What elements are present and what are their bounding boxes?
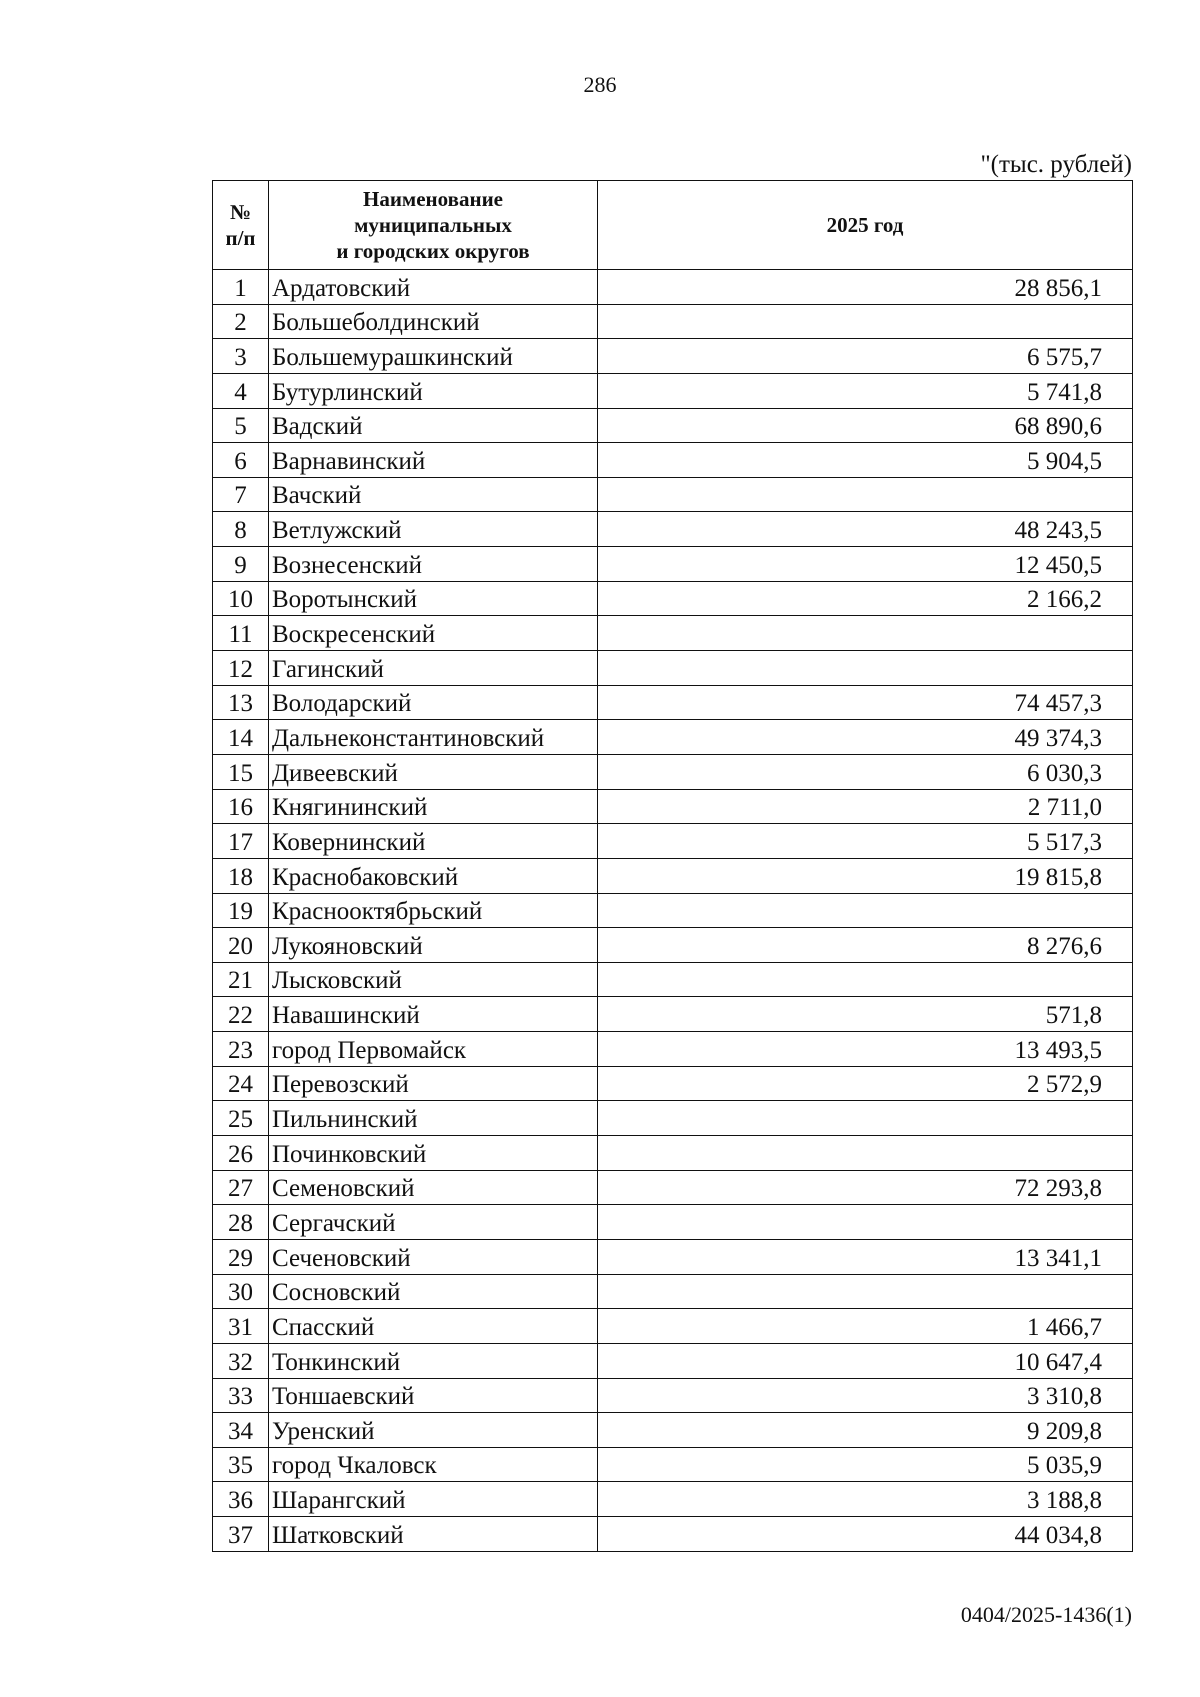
row-name: Навашинский [269, 997, 598, 1032]
table-row [213, 651, 1133, 686]
table-row [213, 1517, 1133, 1552]
header-year-label: 2025 год [826, 213, 904, 237]
row-value [598, 304, 1133, 339]
row-value [598, 616, 1133, 651]
row-number: 33 [213, 1378, 269, 1413]
row-value [598, 893, 1133, 928]
table-row [213, 512, 1133, 547]
row-number: 2 [213, 304, 269, 339]
row-name: Семеновский [269, 1170, 598, 1205]
row-value: 6 575,7 [598, 339, 1133, 374]
table-header-row [213, 181, 1133, 270]
table-row [213, 1066, 1133, 1101]
row-number: 35 [213, 1447, 269, 1482]
row-name: Краснобаковский [269, 858, 598, 893]
row-value: 68 890,6 [598, 408, 1133, 443]
row-number: 12 [213, 651, 269, 686]
table-row [213, 1343, 1133, 1378]
row-number: 14 [213, 720, 269, 755]
page-number: 286 [583, 72, 617, 97]
row-name: Ветлужский [269, 512, 598, 547]
row-name: Сосновский [269, 1274, 598, 1309]
table-row [213, 1170, 1133, 1205]
row-number: 29 [213, 1239, 269, 1274]
table-row [213, 1032, 1133, 1067]
row-name: Дальнеконстантиновский [269, 720, 598, 755]
row-number: 27 [213, 1170, 269, 1205]
row-name: Дивеевский [269, 754, 598, 789]
table-row [213, 1413, 1133, 1448]
table-row [213, 477, 1133, 512]
row-name: Бутурлинский [269, 373, 598, 408]
row-value: 2 166,2 [598, 581, 1133, 616]
table-row [213, 789, 1133, 824]
table-row [213, 1239, 1133, 1274]
row-name: Починковский [269, 1136, 598, 1171]
row-number: 11 [213, 616, 269, 651]
row-number: 19 [213, 893, 269, 928]
header-number [213, 181, 269, 270]
row-name: Вачский [269, 477, 598, 512]
table-row [213, 1136, 1133, 1171]
row-name: Пильнинский [269, 1101, 598, 1136]
row-name: Варнавинский [269, 443, 598, 478]
row-number: 1 [213, 270, 269, 305]
row-name: Спасский [269, 1309, 598, 1344]
row-number: 3 [213, 339, 269, 374]
header-name-label: Наименование муниципальных и городских округов [336, 187, 530, 263]
row-value: 571,8 [598, 997, 1133, 1032]
table-row [213, 1482, 1133, 1517]
row-number: 22 [213, 997, 269, 1032]
row-name: Большемурашкинский [269, 339, 598, 374]
row-value: 5 904,5 [598, 443, 1133, 478]
row-number: 5 [213, 408, 269, 443]
row-number: 21 [213, 962, 269, 997]
table-row [213, 824, 1133, 859]
table-row [213, 581, 1133, 616]
row-name: Перевозский [269, 1066, 598, 1101]
row-name: Уренский [269, 1413, 598, 1448]
row-name: Сергачский [269, 1205, 598, 1240]
row-value: 9 209,8 [598, 1413, 1133, 1448]
row-name: Лысковский [269, 962, 598, 997]
table-row [213, 1274, 1133, 1309]
row-value [598, 477, 1133, 512]
row-number: 25 [213, 1101, 269, 1136]
row-number: 34 [213, 1413, 269, 1448]
row-value [598, 1101, 1133, 1136]
row-name: Тоншаевский [269, 1378, 598, 1413]
row-number: 30 [213, 1274, 269, 1309]
table-row [213, 616, 1133, 651]
table-row [213, 1309, 1133, 1344]
row-value: 5 741,8 [598, 373, 1133, 408]
row-name: город Первомайск [269, 1032, 598, 1067]
row-value: 10 647,4 [598, 1343, 1133, 1378]
table-row [213, 304, 1133, 339]
row-name: Ардатовский [269, 270, 598, 305]
row-number: 16 [213, 789, 269, 824]
table-row [213, 1447, 1133, 1482]
row-number: 20 [213, 928, 269, 963]
row-value: 19 815,8 [598, 858, 1133, 893]
table-row [213, 408, 1133, 443]
row-number: 23 [213, 1032, 269, 1067]
table-row [213, 339, 1133, 374]
table-row [213, 1101, 1133, 1136]
row-value: 49 374,3 [598, 720, 1133, 755]
table-row [213, 997, 1133, 1032]
row-number: 9 [213, 547, 269, 582]
row-name: Воротынский [269, 581, 598, 616]
row-value: 6 030,3 [598, 754, 1133, 789]
row-value: 28 856,1 [598, 270, 1133, 305]
row-number: 32 [213, 1343, 269, 1378]
row-name: Шатковский [269, 1517, 598, 1552]
header-number-label: № п/п [225, 200, 256, 250]
header-name [269, 181, 598, 270]
table-row [213, 1378, 1133, 1413]
document-code: 0404/2025-1436(1) [960, 1602, 1132, 1627]
row-value: 12 450,5 [598, 547, 1133, 582]
row-name: Вадский [269, 408, 598, 443]
table-row [213, 928, 1133, 963]
row-value: 1 466,7 [598, 1309, 1133, 1344]
row-number: 8 [213, 512, 269, 547]
table-row [213, 547, 1133, 582]
row-number: 17 [213, 824, 269, 859]
table-row [213, 893, 1133, 928]
row-name: город Чкаловск [269, 1447, 598, 1482]
row-value [598, 1274, 1133, 1309]
row-value: 13 493,5 [598, 1032, 1133, 1067]
row-name: Краснооктябрьский [269, 893, 598, 928]
row-name: Воскресенский [269, 616, 598, 651]
header-year [598, 181, 1133, 270]
table-row [213, 754, 1133, 789]
row-number: 15 [213, 754, 269, 789]
table-row [213, 373, 1133, 408]
row-number: 28 [213, 1205, 269, 1240]
row-value [598, 962, 1133, 997]
table-row [213, 685, 1133, 720]
row-number: 7 [213, 477, 269, 512]
table-row [213, 1205, 1133, 1240]
row-name: Тонкинский [269, 1343, 598, 1378]
row-value: 5 517,3 [598, 824, 1133, 859]
row-number: 13 [213, 685, 269, 720]
row-value: 74 457,3 [598, 685, 1133, 720]
subsidy-table [212, 180, 1133, 1552]
row-number: 4 [213, 373, 269, 408]
row-value: 8 276,6 [598, 928, 1133, 963]
row-number: 6 [213, 443, 269, 478]
row-value: 3 310,8 [598, 1378, 1133, 1413]
row-number: 31 [213, 1309, 269, 1344]
row-value [598, 651, 1133, 686]
table-row [213, 720, 1133, 755]
units-label: "(тыс. рублей) [980, 151, 1132, 178]
row-value: 2 711,0 [598, 789, 1133, 824]
row-value: 72 293,8 [598, 1170, 1133, 1205]
row-value [598, 1136, 1133, 1171]
row-name: Гагинский [269, 651, 598, 686]
row-value: 44 034,8 [598, 1517, 1133, 1552]
row-number: 18 [213, 858, 269, 893]
row-number: 36 [213, 1482, 269, 1517]
row-name: Шарангский [269, 1482, 598, 1517]
table-row [213, 858, 1133, 893]
row-name: Володарский [269, 685, 598, 720]
row-number: 37 [213, 1517, 269, 1552]
table-body [213, 270, 1133, 1552]
row-value: 3 188,8 [598, 1482, 1133, 1517]
row-value [598, 1205, 1133, 1240]
row-name: Сеченовский [269, 1239, 598, 1274]
row-name: Княгининский [269, 789, 598, 824]
row-value: 5 035,9 [598, 1447, 1133, 1482]
row-name: Лукояновский [269, 928, 598, 963]
row-value: 48 243,5 [598, 512, 1133, 547]
table-row [213, 962, 1133, 997]
row-number: 10 [213, 581, 269, 616]
row-number: 26 [213, 1136, 269, 1171]
row-name: Вознесенский [269, 547, 598, 582]
row-name: Ковернинский [269, 824, 598, 859]
row-value: 2 572,9 [598, 1066, 1133, 1101]
row-value: 13 341,1 [598, 1239, 1133, 1274]
row-name: Большеболдинский [269, 304, 598, 339]
table-row [213, 270, 1133, 305]
table-row [213, 443, 1133, 478]
row-number: 24 [213, 1066, 269, 1101]
